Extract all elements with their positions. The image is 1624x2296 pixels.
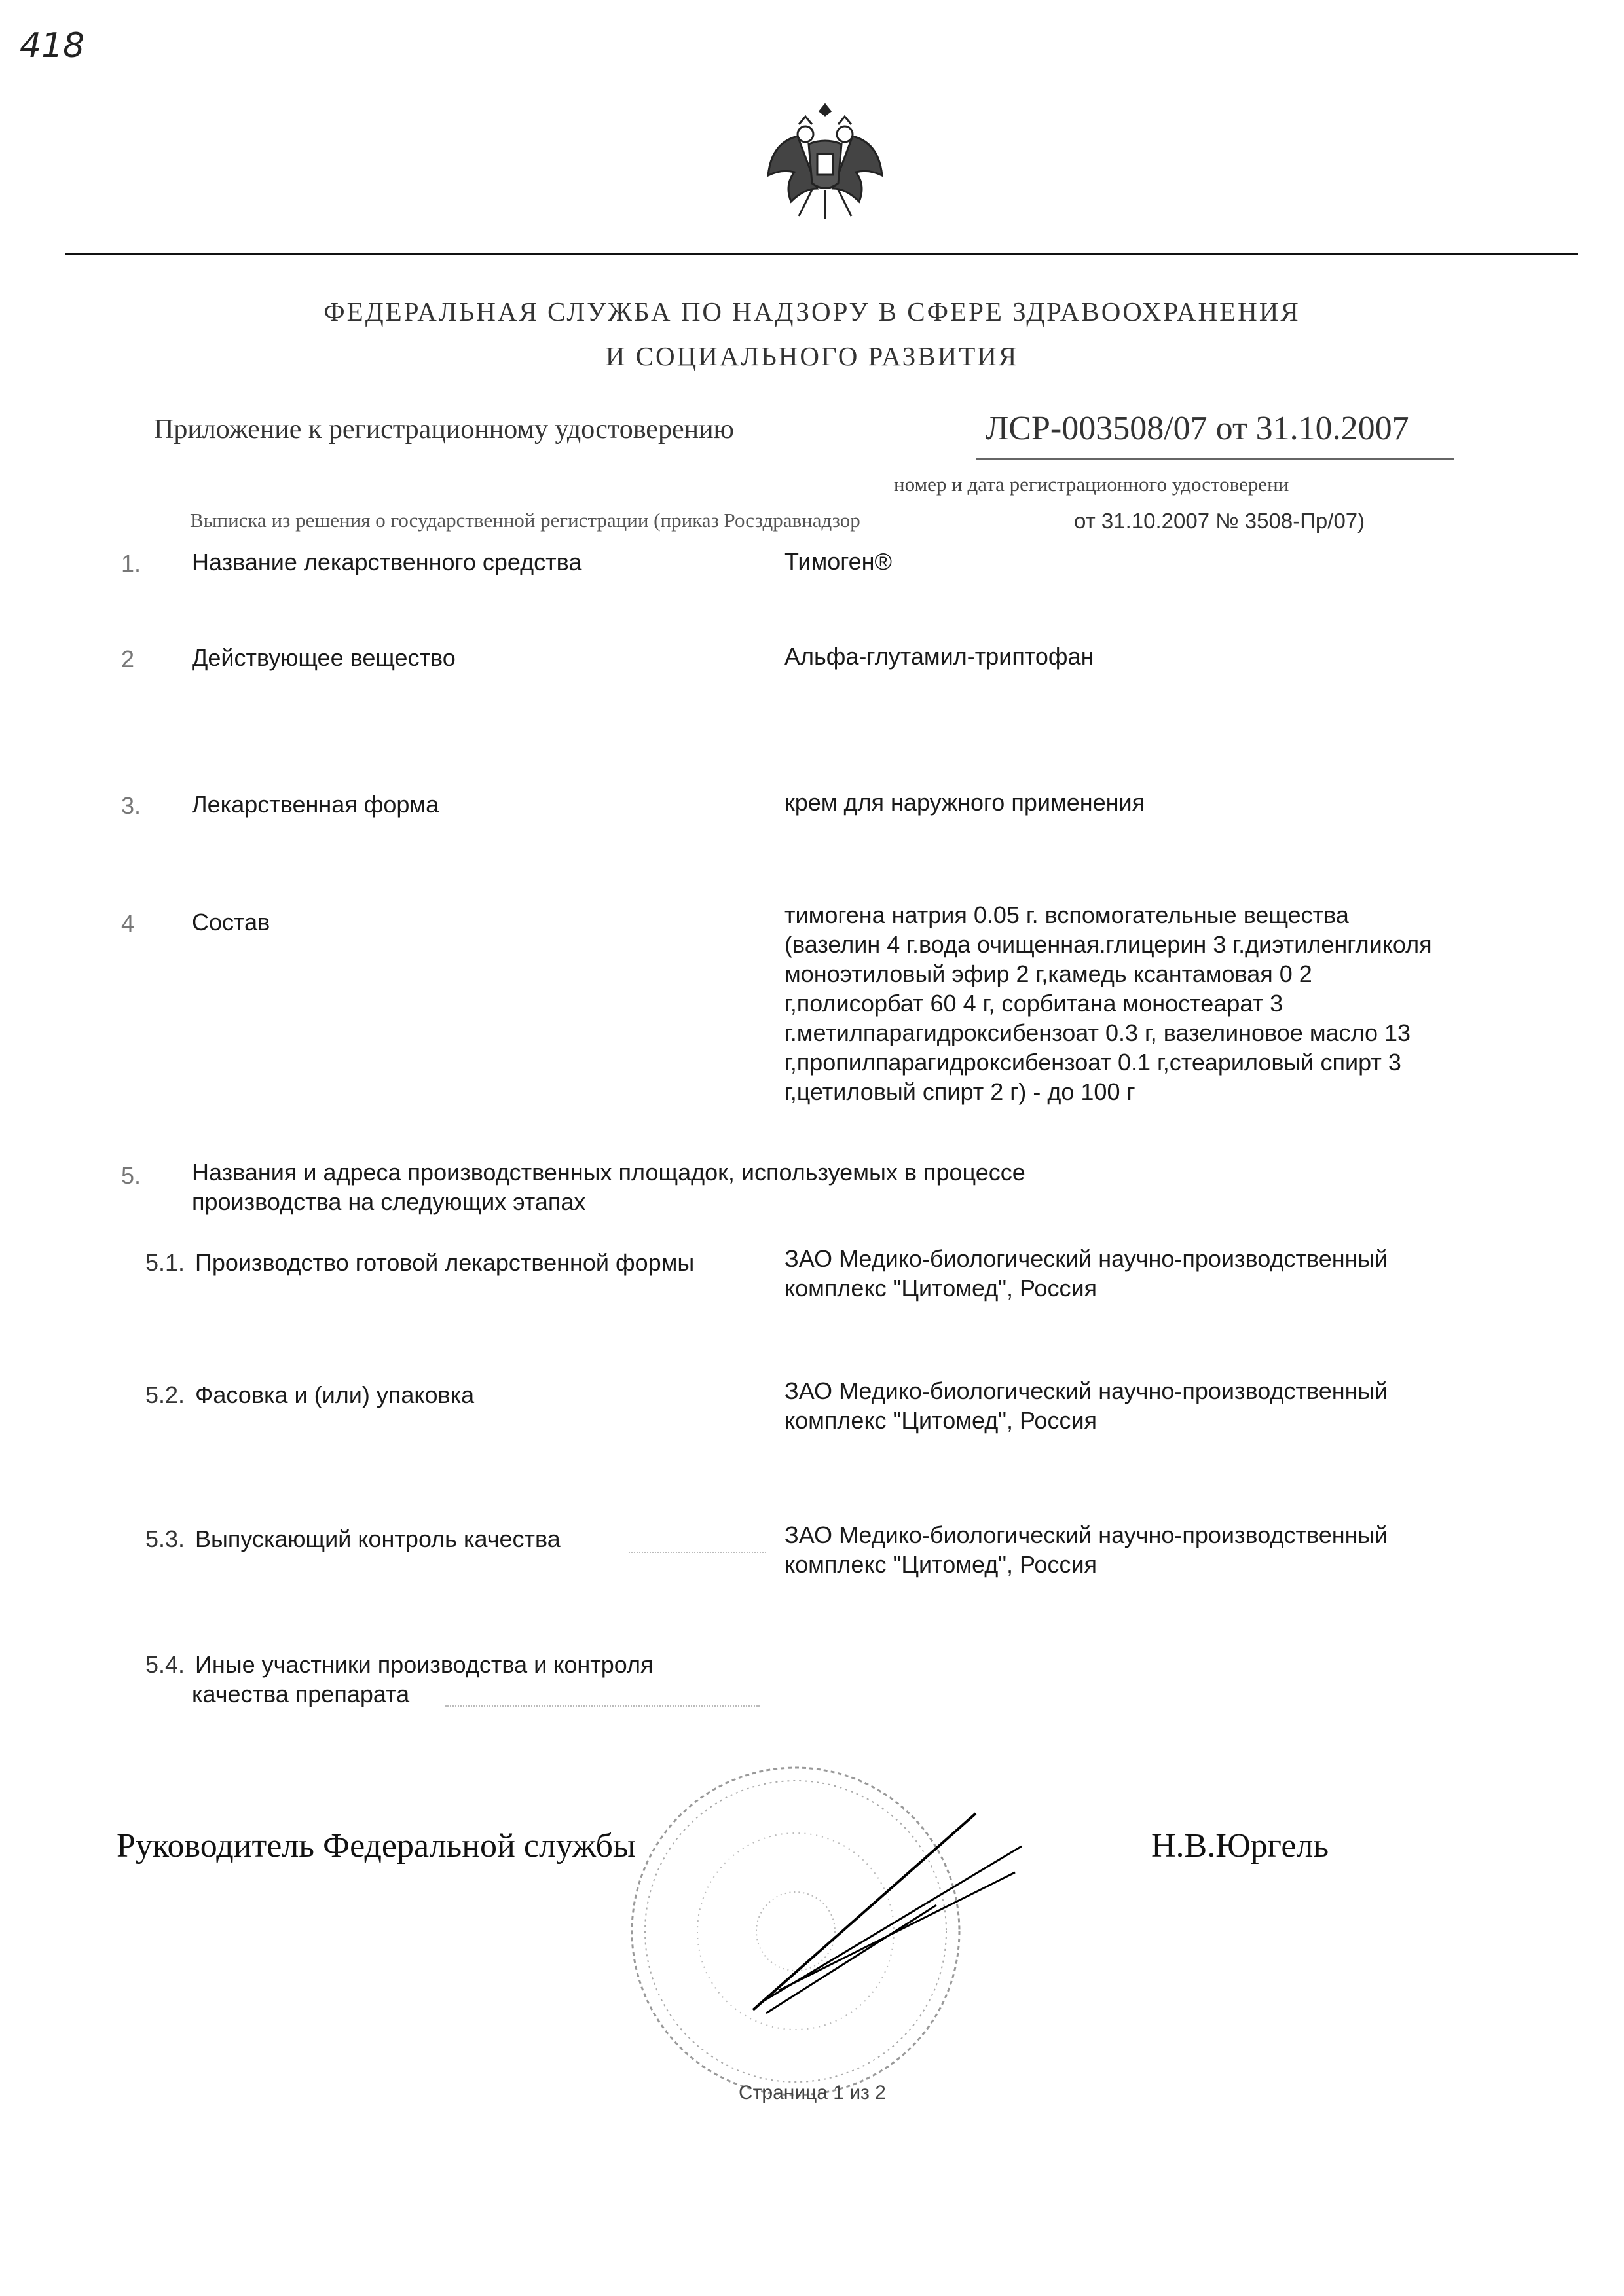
item-number: 3. — [121, 792, 141, 819]
subitem-number: 5.4. — [145, 1651, 185, 1678]
subitem-value-packaging-line-1: ЗАО Медико-биологический научно-производственный — [784, 1377, 1388, 1404]
subitem-label-other-participants-line-1: Иные участники производства и контроля — [195, 1651, 654, 1678]
item-label-production-sites-line-1: Названия и адреса производственных площадок, используемых в процессе — [192, 1159, 1025, 1186]
registration-caption: номер и дата регистрационного удостоверени — [894, 473, 1289, 496]
signatory-name: Н.В.Юргель — [1151, 1827, 1329, 1865]
item-label-active-substance: Действующее вещество — [192, 644, 456, 671]
item-number: 4 — [121, 910, 135, 937]
item-number: 2 — [121, 646, 135, 672]
item-label-production-sites-line-2: производства на следующих этапах — [192, 1188, 586, 1215]
item-number: 1. — [121, 550, 141, 577]
subitem-value-packaging-line-2: комплекс "Цитомед", Россия — [784, 1407, 1098, 1434]
subitem-label-packaging: Фасовка и (или) упаковка — [195, 1381, 475, 1408]
agency-name-line-2: И СОЦИАЛЬНОГО РАЗВИТИЯ — [605, 341, 1019, 371]
extract-order: от 31.10.2007 № 3508-Пр/07) — [1074, 509, 1365, 533]
composition-line: г,цетиловый спирт 2 г) - до 100 г — [784, 1078, 1135, 1105]
subitem-value-quality-control-line-1: ЗАО Медико-биологический научно-производственный — [784, 1522, 1388, 1548]
composition-line: г,полисорбат 60 4 г, сорбитана моностеарат 3 — [784, 990, 1283, 1017]
item-value-active-substance: Альфа-глутамил-триптофан — [784, 643, 1094, 670]
dotted-fill-line — [629, 1552, 766, 1553]
item-number: 5. — [121, 1162, 141, 1189]
subitem-label-quality-control: Выпускающий контроль качества — [195, 1525, 561, 1552]
subitem-value-quality-control-line-2: комплекс "Цитомед", Россия — [784, 1551, 1098, 1578]
subitem-number: 5.1. — [145, 1249, 185, 1276]
item-label-drug-name: Название лекарственного средства — [192, 549, 582, 575]
subitem-label-other-participants-line-2: качества препарата — [192, 1681, 410, 1707]
dotted-fill-line — [445, 1705, 760, 1707]
composition-line: (вазелин 4 г.вода очищенная.глицерин 3 г.диэтиленгликоля — [784, 931, 1432, 958]
subitem-number: 5.3. — [145, 1525, 185, 1552]
handwritten-page-number: 418 — [20, 26, 85, 65]
registration-number: ЛСР-003508/07 от 31.10.2007 — [986, 410, 1409, 447]
signature-icon — [740, 1794, 1080, 2030]
composition-line: г.метилпарагидроксибензоат 0.3 г, вазелиновое масло 13 — [784, 1019, 1411, 1046]
registration-number-underline — [976, 458, 1454, 460]
header-divider — [65, 253, 1578, 255]
signatory-role: Руководитель Федеральной службы — [117, 1827, 636, 1865]
composition-line: моноэтиловый эфир 2 г,камедь ксантамовая 0 2 — [784, 960, 1312, 987]
subitem-label-manufacturing: Производство готовой лекарственной формы — [195, 1249, 695, 1276]
composition-line: тимогена натрия 0.05 г. вспомогательные вещества — [784, 902, 1349, 928]
appendix-label: Приложение к регистрационному удостоверению — [154, 414, 734, 445]
item-value-drug-name: Тимоген® — [784, 548, 893, 575]
agency-name-line-1: ФЕДЕРАЛЬНАЯ СЛУЖБА ПО НАДЗОРУ В СФЕРЕ ЗДРАВООХРАНЕНИЯ — [323, 297, 1301, 327]
subitem-number: 5.2. — [145, 1381, 185, 1408]
page-indicator: Страница 1 из 2 — [739, 2082, 886, 2104]
extract-text: Выписка из решения о государственной регистрации (приказ Росздравнадзор — [190, 509, 860, 532]
item-value-dosage-form: крем для наружного применения — [784, 789, 1145, 816]
item-label-composition: Состав — [192, 909, 270, 936]
composition-line: г,пропилпарагидроксибензоат 0.1 г,стеариловый спирт 3 — [784, 1049, 1401, 1076]
item-value-composition — [784, 900, 1544, 1106]
item-label-dosage-form: Лекарственная форма — [192, 791, 439, 818]
double-headed-eagle-emblem-icon — [760, 98, 891, 229]
subitem-value-manufacturing-line-1: ЗАО Медико-биологический научно-производственный — [784, 1245, 1388, 1272]
subitem-value-manufacturing-line-2: комплекс "Цитомед", Россия — [784, 1275, 1098, 1302]
